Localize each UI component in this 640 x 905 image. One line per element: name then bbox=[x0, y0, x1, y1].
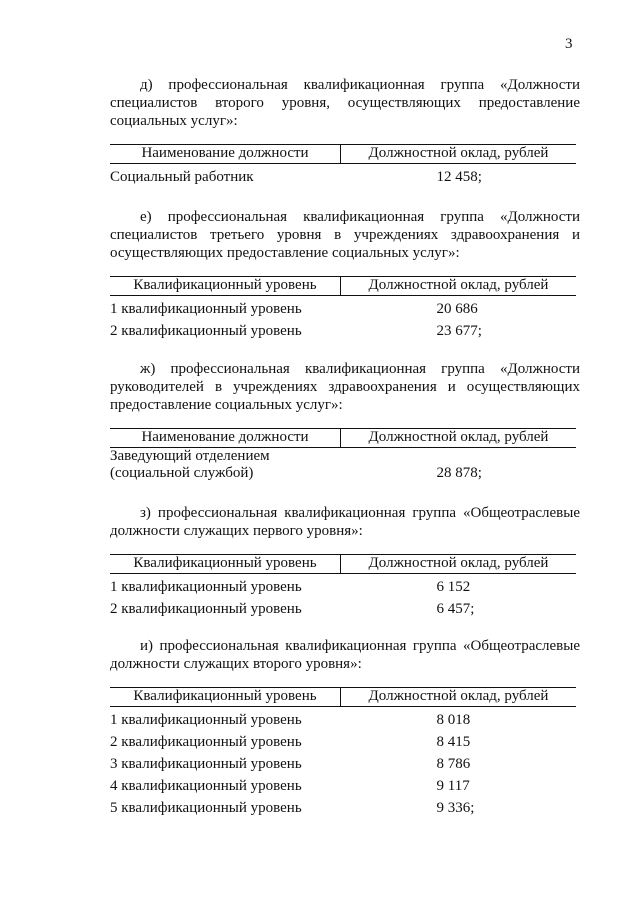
table-row bbox=[110, 465, 576, 482]
table-header-row bbox=[110, 555, 576, 574]
table-row bbox=[110, 164, 576, 187]
table-header-row bbox=[110, 429, 576, 448]
section-z bbox=[110, 504, 580, 618]
qualification-level: 1 квалификационный уровень bbox=[110, 579, 302, 595]
salary-table bbox=[110, 276, 576, 340]
position-name: Заведующий отделением bbox=[110, 448, 270, 464]
column-header: Должностной оклад, рублей bbox=[341, 555, 577, 574]
column-header: Должностной оклад, рублей bbox=[341, 688, 577, 707]
table-row bbox=[110, 596, 576, 618]
salary-value: 9 336; bbox=[436, 800, 475, 816]
table-row bbox=[110, 448, 576, 466]
qualification-level: 2 квалификационный уровень bbox=[110, 601, 302, 617]
section-i bbox=[110, 637, 580, 817]
salary-value: 6 152 bbox=[436, 579, 471, 595]
salary-table bbox=[110, 428, 576, 482]
salary-table bbox=[110, 687, 576, 817]
salary-value: 28 878; bbox=[436, 465, 482, 481]
column-header: Квалификационный уровень bbox=[110, 555, 341, 574]
qualification-level: 1 квалификационный уровень bbox=[110, 301, 302, 317]
column-header: Наименование должности bbox=[110, 429, 341, 448]
section-text: з) профессиональная квалификационная группа «Общеотраслевые должности служащих первого уровня»: bbox=[110, 505, 580, 539]
section-d bbox=[110, 76, 580, 186]
table-row bbox=[110, 751, 576, 773]
table-row bbox=[110, 707, 576, 730]
qualification-level: 4 квалификационный уровень bbox=[110, 778, 302, 794]
salary-value: 20 686 bbox=[436, 301, 478, 317]
salary-value: 8 018 bbox=[436, 712, 471, 728]
salary-value: 12 458; bbox=[436, 169, 482, 185]
column-header: Квалификационный уровень bbox=[110, 277, 341, 296]
table-header-row bbox=[110, 145, 576, 164]
column-header: Должностной оклад, рублей bbox=[341, 277, 577, 296]
salary-table bbox=[110, 554, 576, 618]
qualification-level: 1 квалификационный уровень bbox=[110, 712, 302, 728]
salary-value bbox=[341, 448, 577, 466]
section-text: д) профессиональная квалификационная группа «Должности специалистов второго уровня, осуществляющих предоставление социальных услуг»: bbox=[110, 77, 580, 129]
table-row bbox=[110, 729, 576, 751]
page-number: 3 bbox=[565, 36, 573, 52]
table-row bbox=[110, 795, 576, 817]
salary-value: 23 677; bbox=[436, 323, 482, 339]
salary-value: 8 415 bbox=[436, 734, 471, 750]
position-name: (социальной службой) bbox=[110, 465, 254, 481]
column-header: Наименование должности bbox=[110, 145, 341, 164]
section-e bbox=[110, 208, 580, 340]
table-header-row bbox=[110, 688, 576, 707]
table-row bbox=[110, 773, 576, 795]
column-header: Квалификационный уровень bbox=[110, 688, 341, 707]
section-text: е) профессиональная квалификационная группа «Должности специалистов третьего уровня в учреждениях здравоохранения и осуществляющих предоставление социальных услуг»: bbox=[110, 209, 580, 261]
table-row bbox=[110, 296, 576, 319]
salary-table bbox=[110, 144, 576, 186]
section-text: ж) профессиональная квалификационная группа «Должности руководителей в учреждениях здравоохранения и осуществляющих предоставление социальных услуг»: bbox=[110, 361, 580, 413]
column-header: Должностной оклад, рублей bbox=[341, 145, 577, 164]
salary-value: 6 457; bbox=[436, 601, 475, 617]
qualification-level: 2 квалификационный уровень bbox=[110, 323, 302, 339]
table-header-row bbox=[110, 277, 576, 296]
qualification-level: 5 квалификационный уровень bbox=[110, 800, 302, 816]
section-text: и) профессиональная квалификационная группа «Общеотраслевые должности служащих второго уровня»: bbox=[110, 638, 580, 672]
table-row bbox=[110, 318, 576, 340]
qualification-level: 2 квалификационный уровень bbox=[110, 734, 302, 750]
table-row bbox=[110, 574, 576, 597]
salary-value: 9 117 bbox=[436, 778, 470, 794]
column-header: Должностной оклад, рублей bbox=[341, 429, 577, 448]
position-name: Социальный работник bbox=[110, 169, 254, 185]
salary-value: 8 786 bbox=[436, 756, 471, 772]
section-zh bbox=[110, 360, 580, 482]
qualification-level: 3 квалификационный уровень bbox=[110, 756, 302, 772]
